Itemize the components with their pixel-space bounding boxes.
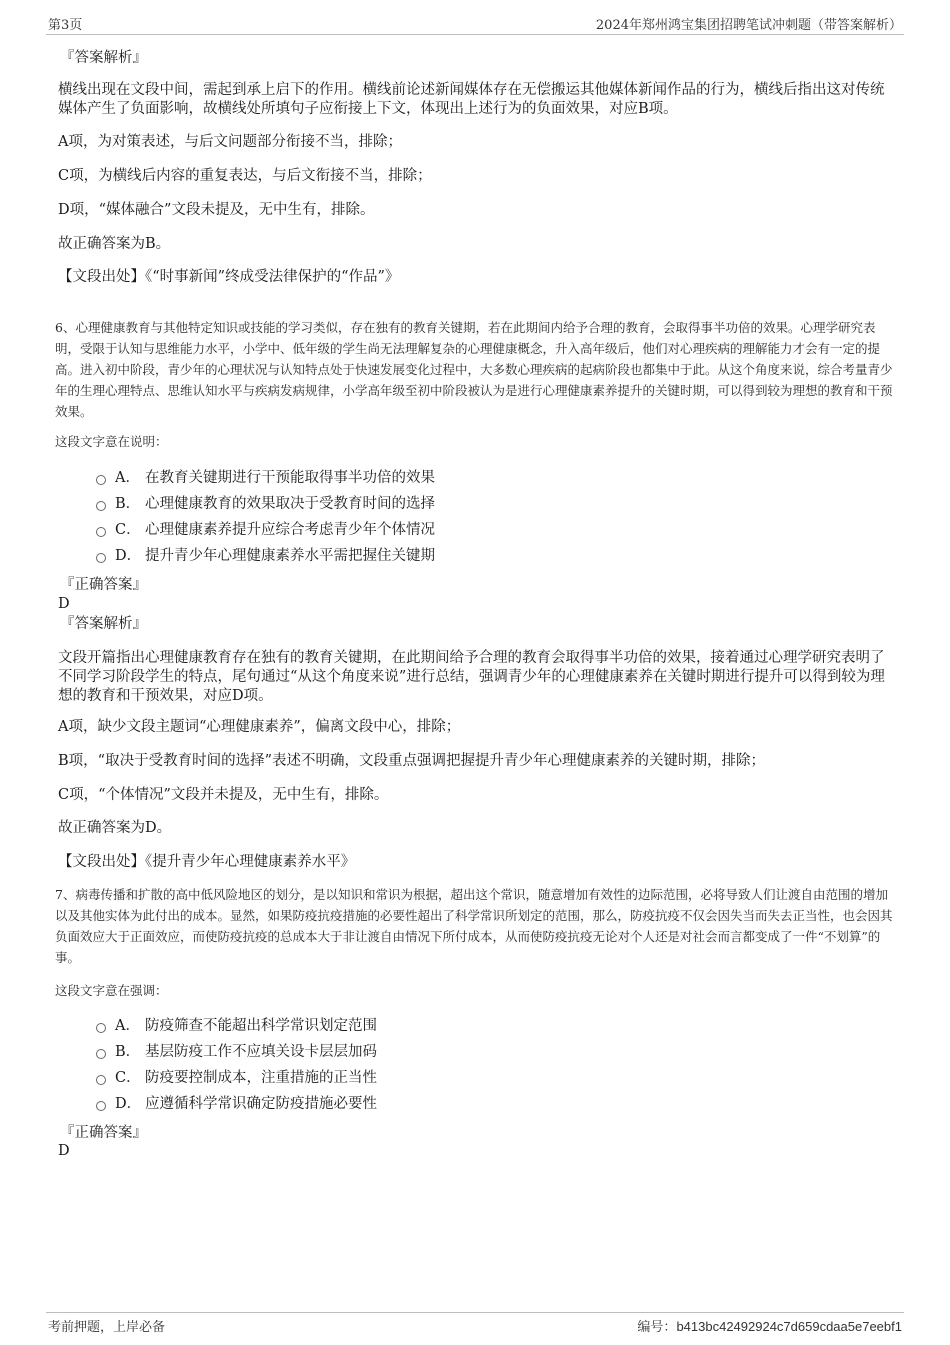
radio-icon[interactable] [96,1075,106,1085]
q7-option-d[interactable]: D． 应遵循科学常识确定防疫措施必要性 [96,1093,377,1115]
q6-conclusion: 故正确答案为D。 [58,820,172,836]
q6-option-b[interactable]: B． 心理健康教育的效果取决于受教育时间的选择 [96,493,435,515]
q5-analysis-paragraph: 横线出现在文段中间，需起到承上启下的作用。横线前论述新闻媒体存在无偿搬运其他媒体新闻作品的行为，横线后指出这对传统媒体产生了负面影响，故横线处所填句子应衔接上下文，体现出上述行为的负面效果，对应B项。 [58,82,885,117]
footer-slogan: 考前押题，上岸必备 [48,1320,166,1335]
document-title: 2024年郑州鸿宝集团招聘笔试冲刺题（带答案解析） [595,18,902,33]
q7-option-c[interactable]: C． 防疫要控制成本，注重措施的正当性 [96,1067,377,1089]
radio-icon[interactable] [96,501,106,511]
radio-icon[interactable] [96,553,106,563]
q7-option-b[interactable]: B． 基层防疫工作不应填关设卡层层加码 [96,1041,377,1063]
q5-note-d: D项，“媒体融合”文段未提及，无中生有，排除。 [58,202,375,218]
q7-prompt: 这段文字意在强调： [55,983,168,998]
page-footer [46,1312,904,1335]
q5-conclusion: 故正确答案为B。 [58,236,171,252]
q6-option-d[interactable]: D． 提升青少年心理健康素养水平需把握住关键期 [96,545,435,567]
q6-stem: 6、心理健康教育与其他特定知识或技能的学习类似，存在独有的教育关键期，若在此期间内给予合理的教育，会取得事半功倍的效果。心理学研究表明，受限于认知与思维能力水平，小学中、低年级的学生尚无法理解复杂的心理健康概念，升入高年级后，他们对心理疾病的理解能力才会有一定的提高。进入初中阶段，青少年的心理状况与认知特点处于快速发展变化过程中，大多数心理疾病的起病阶段也都集中于此。从这个角度来说，综合考量青少年的生理心理特点、思维认知水平与疾病发病规律，小学高年级至初中阶段被认为是进行心理健康素养提升的关键时期，可以得到较为理想的教育和干预效果。 [55,320,893,419]
q6-option-c[interactable]: C． 心理健康素养提升应综合考虑青少年个体情况 [96,519,435,541]
footer-code [637,1316,902,1335]
footer-code-value: b413bc42492924c7d659cdaa5e7eebf1 [676,1319,902,1334]
radio-icon[interactable] [96,475,106,485]
q7-option-a[interactable]: A． 防疫筛查不能超出科学常识划定范围 [96,1015,377,1037]
q6-answer-label: 『正确答案』 [60,577,147,593]
q7-answer-label: 『正确答案』 [60,1125,147,1141]
radio-icon[interactable] [96,1023,106,1033]
radio-icon[interactable] [96,527,106,537]
q6-source: 【文段出处】《提升青少年心理健康素养水平》 [58,854,356,870]
q6-analysis-paragraph: 文段开篇指出心理健康教育存在独有的教育关键期，在此期间给予合理的教育会取得事半功倍的效果，接着通过心理学研究表明了不同学习阶段学生的特点，尾句通过“从这个角度来说”进行总结，强调青少年的心理健康素养在关键时期进行提升可以得到较为理想的教育和干预效果，对应D项。 [58,650,885,704]
q5-note-a: A项，为对策表述，与后文问题部分衔接不当，排除； [58,134,402,150]
q5-source: 【文段出处】《“时事新闻”终成受法律保护的“作品”》 [58,269,400,285]
radio-icon[interactable] [96,1101,106,1111]
page-header [46,14,904,35]
footer-code-label: 编号： [637,1320,677,1335]
q6-prompt: 这段文字意在说明： [55,434,168,449]
q5-note-c: C项，为横线后内容的重复表达，与后文衔接不当，排除； [58,168,432,184]
q7-stem: 7、病毒传播和扩散的高中低风险地区的划分，是以知识和常识为根据，超出这个常识，随意增加有效性的边际范围，必将导致人们让渡自由范围的增加以及其他实体为此付出的成本。显然，如果防疫抗疫措施的必要性超出了科学常识所划定的范围，那么，防疫抗疫不仅会因失当而失去正当性，也会因其负面效应大于正面效应，而使防疫抗疫的总成本大于非让渡自由情况下所付成本，从而使防疫抗疫无论对个人还是对社会而言都变成了一件“不划算”的事。 [55,887,893,965]
q6-analysis-label: 『答案解析』 [60,616,147,632]
radio-icon[interactable] [96,1049,106,1059]
q6-note-c: C项，“个体情况”文段并未提及，无中生有，排除。 [58,787,389,803]
q5-analysis-label: 『答案解析』 [60,50,147,66]
q6-note-a: A项，缺少文段主题词“心理健康素养”，偏离文段中心，排除； [58,719,461,735]
q7-answer: D [58,1143,70,1159]
q6-option-a[interactable]: A． 在教育关键期进行干预能取得事半功倍的效果 [96,467,435,489]
q6-note-b: B项，“取决于受教育时间的选择”表述不明确，文段重点强调把握提升青少年心理健康素养的关键时期，排除； [58,753,765,769]
page-number: 第3页 [48,18,83,33]
q6-answer: D [58,596,70,612]
